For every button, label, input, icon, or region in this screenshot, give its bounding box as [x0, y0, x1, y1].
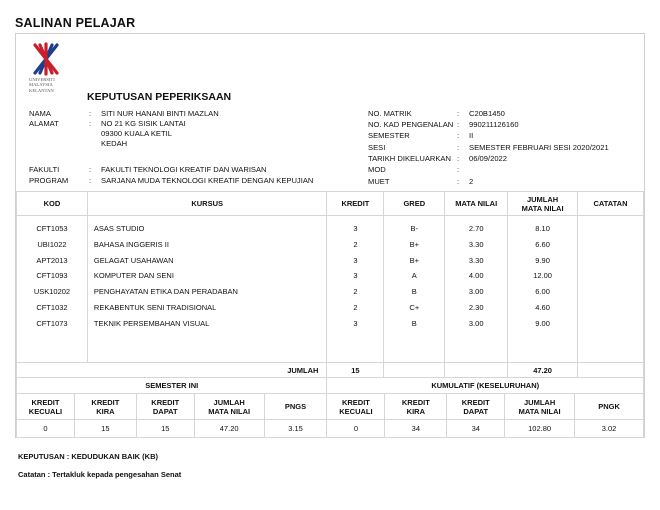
course-kredit: 3	[353, 271, 358, 281]
course-name: KOMPUTER DAN SENI	[93, 271, 174, 281]
kum-kredit-kecuali-header: KREDIT KECUALI	[327, 394, 385, 420]
course-kod: CFT1032	[36, 302, 68, 312]
course-name: ASAS STUDIO	[93, 224, 145, 233]
colon: :	[457, 154, 460, 163]
course-kod: CFT1073	[36, 318, 68, 328]
alamat-line-3: KEDAH	[101, 139, 128, 148]
course-mata-nilai: 3.30	[468, 255, 484, 265]
sem-kredit-dapat-header: KREDIT DAPAT	[136, 394, 194, 420]
summary-table	[16, 377, 644, 438]
kum-jumlah-mata-nilai-header: JUMLAH MATA NILAI	[505, 394, 575, 420]
course-kod: CFT1053	[36, 224, 68, 233]
matrik-label: NO. MATRIK	[368, 109, 412, 118]
catatan-header: CATATAN	[578, 192, 644, 216]
kum-jumlah-mata-nilai-value: 102.80	[505, 420, 575, 438]
nama-value: SITI NUR HANANI BINTI MAZLAN	[101, 109, 219, 118]
sem-kredit-kira-header: KREDIT KIRA	[74, 394, 136, 420]
kursus-column	[87, 216, 327, 363]
kredit-header: KREDIT	[327, 192, 384, 216]
course-kredit: 3	[353, 255, 358, 265]
kum-kredit-kira-value: 34	[385, 420, 447, 438]
colon: :	[457, 177, 460, 186]
sem-jumlah-mata-nilai-value: 47.20	[194, 420, 264, 438]
sesi-value: SEMESTER FEBRUARI SESI 2020/2021	[469, 143, 609, 152]
kum-kredit-kira-header: KREDIT KIRA	[385, 394, 447, 420]
kp-value: 990211126160	[469, 120, 519, 129]
course-mata-nilai: 3.30	[468, 239, 484, 249]
colon: :	[89, 165, 92, 174]
gred-column	[384, 216, 445, 363]
course-gred: C+	[409, 302, 420, 312]
program-label: PROGRAM	[29, 176, 69, 185]
total-empty-cell	[445, 363, 508, 378]
kumulatif-title: KUMULATIF (KESELURUHAN)	[327, 378, 644, 394]
total-empty-cell	[384, 363, 445, 378]
fakulti-value: FAKULTI TEKNOLOGI KREATIF DAN WARISAN	[101, 165, 267, 174]
mata-nilai-header: MATA NILAI	[445, 192, 508, 216]
course-jumlah: 4.60	[535, 302, 550, 312]
summary-title-row	[17, 378, 644, 394]
colon: :	[457, 120, 460, 129]
course-jumlah: 9.00	[535, 318, 550, 328]
jumlah-mata-nilai-column	[508, 216, 578, 363]
course-gred: B+	[409, 239, 419, 249]
pngs-value: 3.15	[264, 420, 327, 438]
catatan-note: Catatan : Tertakluk kepada pengesahan Senat	[18, 470, 182, 479]
course-total-row	[17, 363, 644, 378]
summary-value-row	[17, 420, 644, 438]
document-title: SALINAN PELAJAR	[15, 16, 136, 30]
course-mata-nilai: 2.70	[468, 224, 484, 233]
total-empty-cell	[578, 363, 644, 378]
colon: :	[89, 109, 92, 118]
course-name: BAHASA INGGERIS II	[93, 239, 169, 249]
colon: :	[457, 131, 460, 140]
keputusan-status: KEPUTUSAN : KEDUDUKAN BAIK (KB)	[18, 452, 158, 461]
course-table-header	[17, 192, 644, 216]
colon: :	[457, 165, 460, 174]
tarikh-value: 06/09/2022	[469, 154, 508, 163]
course-table	[16, 191, 644, 378]
semester-ini-title: SEMESTER INI	[17, 378, 327, 394]
pngk-value: 3.02	[575, 420, 644, 438]
tarikh-label: TARIKH DIKELUARKAN	[368, 154, 451, 163]
course-gred: B	[411, 318, 417, 328]
course-kod: USK10202	[33, 287, 71, 297]
course-name: GELAGAT USAHAWAN	[93, 255, 174, 265]
muet-label: MUET	[368, 177, 390, 186]
student-info-right	[368, 109, 638, 189]
semester-value: II	[469, 131, 474, 140]
course-gred: B-	[410, 224, 419, 233]
logo-caption: UNIVERSITI MALAYSIA KELANTAN	[29, 77, 55, 93]
alamat-line-2: 09300 KUALA KETIL	[101, 129, 172, 138]
colon: :	[89, 176, 92, 185]
nama-label: NAMA	[29, 109, 51, 118]
sem-kredit-kecuali-value: 0	[17, 420, 75, 438]
colon: :	[89, 119, 92, 128]
course-kredit: 3	[353, 318, 358, 328]
page-title: KEPUTUSAN PEPERIKSAAN	[87, 91, 232, 103]
course-name: PENGHAYATAN ETIKA DAN PERADABAN	[93, 287, 238, 297]
kum-kredit-dapat-value: 34	[447, 420, 505, 438]
course-jumlah: 12.00	[533, 271, 552, 281]
summary-header-row	[17, 394, 644, 420]
course-jumlah: 6.00	[535, 287, 550, 297]
total-kredit: 15	[327, 363, 384, 378]
fakulti-label: FAKULTI	[29, 165, 60, 174]
kp-label: NO. KAD PENGENALAN	[368, 120, 454, 129]
course-mata-nilai: 4.00	[468, 271, 484, 281]
course-kredit: 3	[353, 224, 358, 233]
pngk-header: PNGK	[575, 394, 644, 420]
student-info-left	[29, 109, 359, 189]
program-value: SARJANA MUDA TEKNOLOGI KREATIF DENGAN KEPUJIAN	[101, 176, 314, 185]
gred-header: GRED	[384, 192, 445, 216]
course-kod: APT2013	[36, 255, 68, 265]
course-kod: CFT1093	[36, 271, 68, 281]
course-mata-nilai: 3.00	[468, 287, 484, 297]
course-kredit: 2	[353, 239, 358, 249]
kod-column	[17, 216, 88, 363]
catatan-column	[578, 216, 644, 363]
course-gred: A	[411, 271, 417, 281]
course-jumlah: 9.90	[535, 255, 550, 265]
course-kredit: 2	[353, 287, 358, 297]
course-name: REKABENTUK SENI TRADISIONAL	[93, 302, 217, 312]
total-jumlah: 47.20	[508, 363, 578, 378]
course-name: TEKNIK PERSEMBAHAN VISUAL	[93, 318, 210, 328]
kum-kredit-kecuali-value: 0	[327, 420, 385, 438]
pngs-header: PNGS	[264, 394, 327, 420]
semester-label: SEMESTER	[368, 131, 410, 140]
sem-kredit-kecuali-header: KREDIT KECUALI	[17, 394, 75, 420]
kredit-column	[327, 216, 384, 363]
colon: :	[457, 109, 460, 118]
course-jumlah: 8.10	[535, 224, 550, 233]
colon: :	[457, 143, 460, 152]
matrik-value: C20B1450	[469, 109, 505, 118]
course-jumlah: 6.60	[535, 239, 550, 249]
course-kredit: 2	[353, 302, 358, 312]
muet-value: 2	[469, 177, 474, 186]
kursus-header: KURSUS	[87, 192, 327, 216]
mod-label: MOD	[368, 165, 386, 174]
course-gred: B	[411, 287, 417, 297]
course-rows-cell-group	[17, 216, 644, 363]
mata-nilai-column	[445, 216, 508, 363]
course-kod: UBI1022	[37, 239, 67, 249]
kum-kredit-dapat-header: KREDIT DAPAT	[447, 394, 505, 420]
jumlah-mata-nilai-header: JUMLAH MATA NILAI	[508, 192, 578, 216]
total-label: JUMLAH	[17, 363, 327, 378]
course-mata-nilai: 3.00	[468, 318, 484, 328]
sem-jumlah-mata-nilai-header: JUMLAH MATA NILAI	[194, 394, 264, 420]
kod-header: KOD	[17, 192, 88, 216]
university-logo-icon	[32, 42, 60, 76]
alamat-line-1: NO 21 KG SISIK LANTAI	[101, 119, 186, 128]
sem-kredit-kira-value: 15	[74, 420, 136, 438]
course-mata-nilai: 2.30	[468, 302, 484, 312]
sesi-label: SESI	[368, 143, 386, 152]
result-sheet	[15, 33, 645, 438]
course-gred: B+	[409, 255, 419, 265]
sem-kredit-dapat-value: 15	[136, 420, 194, 438]
alamat-label: ALAMAT	[29, 119, 59, 128]
